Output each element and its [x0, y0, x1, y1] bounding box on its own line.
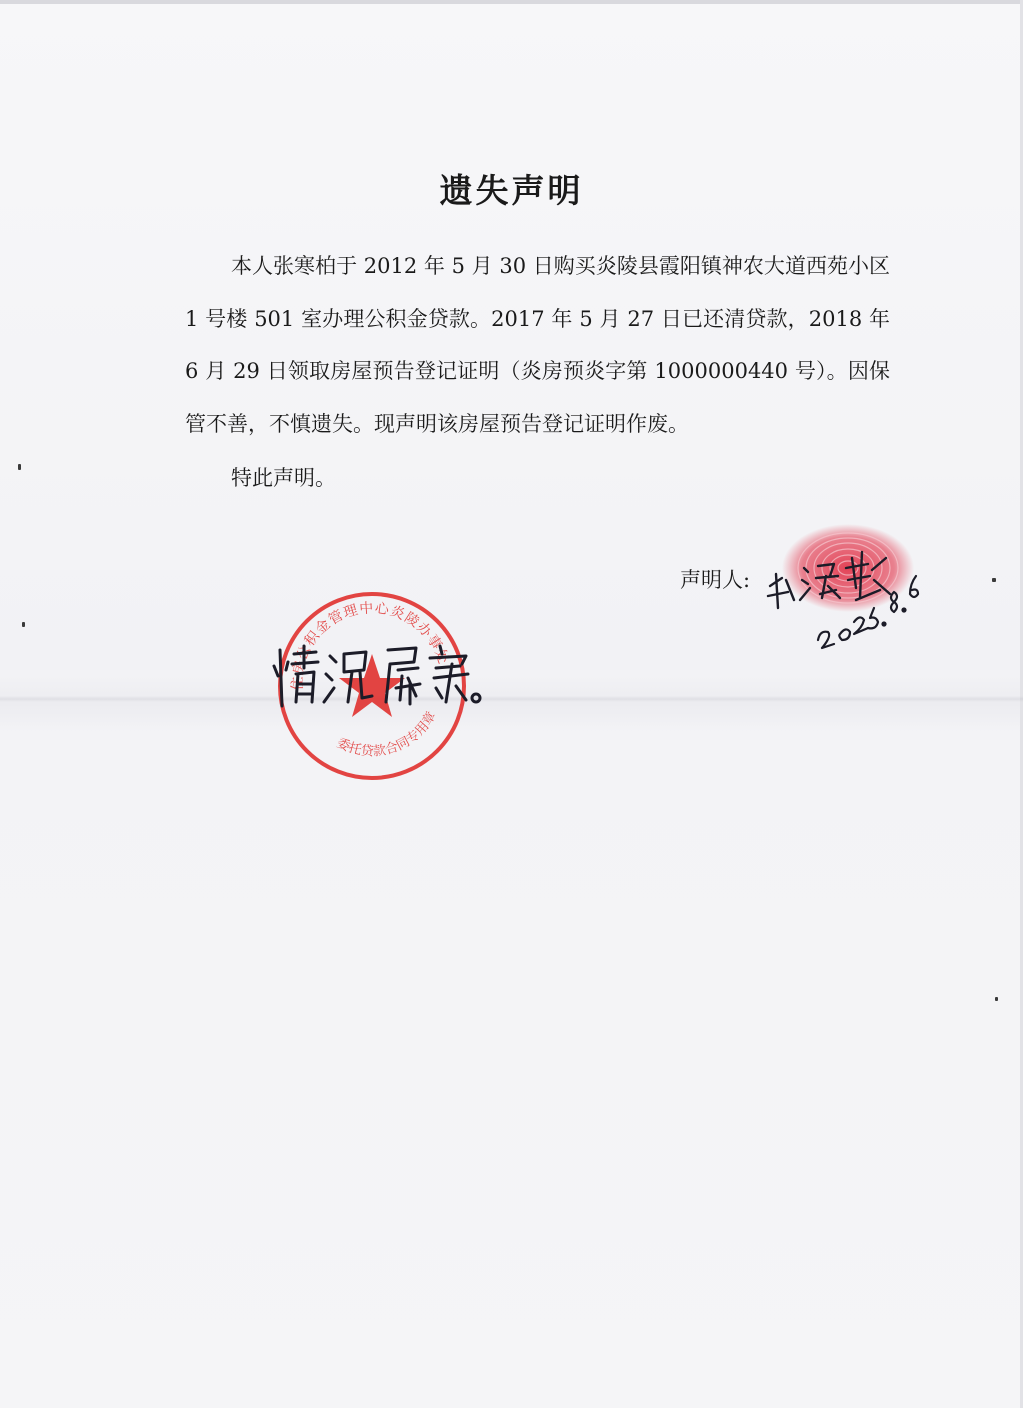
svg-text:委托贷款合同专用章: 委托贷款合同专用章: [334, 709, 440, 760]
scan-speck: [22, 622, 25, 627]
scan-speck: [995, 997, 998, 1001]
closing-statement: 特此声明。: [231, 466, 336, 490]
handwritten-date: [810, 570, 925, 655]
document-title: 遗失声明: [439, 171, 584, 210]
scan-edge-top: [0, 0, 1023, 4]
declarant-label: 声明人:: [680, 568, 751, 592]
declaration-body: 本人张寒柏于 2012 年 5 月 30 日购买炎陵县霞阳镇神农大道西苑小区 1 号楼 501 室办理公积金贷款。2017 年 5 月 27 日已还清贷款，2018 年 6 月 29 日领取房屋预告登记证明（炎房预炎字第 1000000440 号）。因保管不善，不慎遗失。现声明该房屋预告登记证明作废。: [185, 254, 890, 436]
scan-speck: [18, 464, 21, 470]
scan-speck: [992, 578, 996, 582]
svg-text:住房公积金管理中心炎陵办事处: 住房公积金管理中心炎陵办事处: [289, 600, 452, 691]
handwritten-verification-note: [270, 640, 485, 712]
paper-fold-line: [0, 696, 1023, 702]
